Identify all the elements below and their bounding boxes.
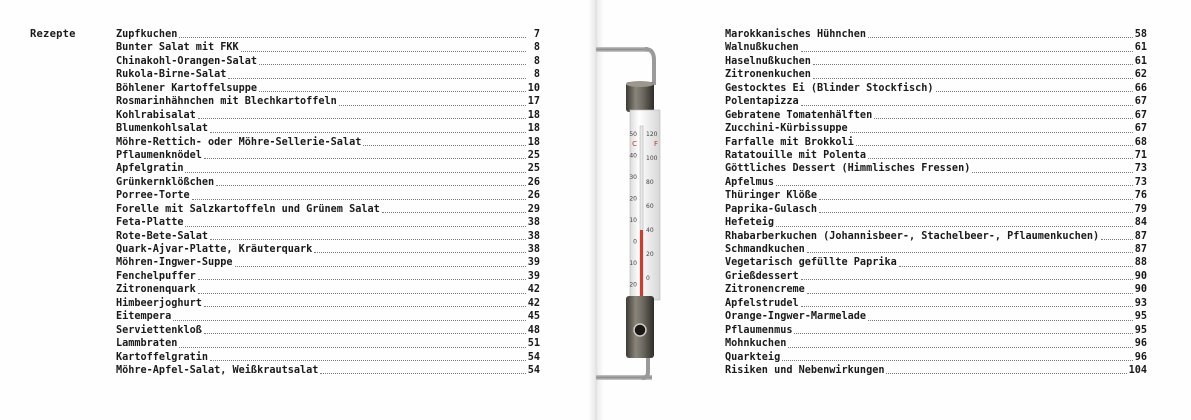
toc-entry (725, 176, 1147, 189)
toc-entry-title: Göttliches Dessert (Himmlisches Fressen) (725, 163, 971, 175)
toc-entry-title: Grießdessert (725, 270, 799, 282)
dot-leader (320, 372, 525, 374)
dot-leader (868, 36, 1133, 38)
toc-entry-page: 66 (1134, 82, 1147, 94)
scale-tick-label: 20 (629, 281, 637, 289)
dot-leader (788, 346, 1132, 348)
toc-entry-title: Gebratene Tomatenhälften (725, 109, 873, 121)
toc-entry-title: Porree-Torte (116, 190, 190, 202)
toc-entry (725, 162, 1147, 175)
scale-tick-label: 30 (629, 174, 637, 181)
dot-leader (382, 211, 526, 213)
dot-leader (819, 211, 1133, 213)
toc-entry-page: 8 (533, 55, 540, 67)
dot-leader (868, 157, 1133, 159)
toc-entry-title: Marokkanisches Hühnchen (725, 29, 867, 40)
toc-entry (725, 122, 1147, 135)
scale-tick-label: 10 (629, 217, 637, 224)
toc-entry (725, 351, 1147, 364)
toc-entry-title: Thüringer Klöße (725, 190, 818, 202)
toc-entry-title: Bunter Salat mit FKK (116, 42, 239, 54)
toc-entry (116, 256, 540, 269)
toc-entry (116, 82, 540, 95)
toc-entry-title: Ratatouille mit Polenta (725, 149, 867, 161)
toc-entry-page: 96 (1134, 351, 1147, 363)
toc-entry-title: Böhlener Kartoffelsuppe (116, 82, 258, 94)
dot-leader (813, 63, 1133, 65)
toc-entry-page: 25 (527, 149, 540, 161)
toc-entry-page: 45 (527, 311, 540, 323)
toc-entry (725, 149, 1147, 162)
thermometer-bottom-cap (626, 296, 654, 358)
dot-leader (185, 171, 525, 173)
toc-entry (116, 55, 540, 68)
toc-entry (116, 41, 540, 54)
toc-entry-page: 67 (1134, 109, 1147, 121)
toc-entry-page: 38 (527, 217, 540, 229)
toc-entry-page: 26 (527, 190, 540, 202)
dot-leader (198, 292, 526, 294)
dot-leader (782, 359, 1133, 361)
toc-entry (116, 230, 540, 243)
toc-list-left (116, 28, 540, 377)
toc-entry-page: 17 (527, 96, 540, 108)
toc-entry-title: Risiken und Nebenwirkungen (725, 364, 885, 376)
dot-leader (856, 144, 1133, 146)
toc-entry-page: 73 (1134, 176, 1147, 188)
fahrenheit-unit: F (654, 140, 659, 148)
toc-entry-title: Himbeerjoghurt (116, 297, 202, 309)
toc-entry (116, 95, 540, 108)
dot-leader (807, 292, 1133, 294)
toc-entry (725, 95, 1147, 108)
toc-entry-title: Gestocktes Ei (Blinder Stockfisch) (725, 82, 934, 94)
toc-entry-page: 73 (1134, 163, 1147, 175)
toc-entry (725, 324, 1147, 337)
toc-entry-page: 42 (527, 297, 540, 309)
toc-entry-title: Apfelmus (725, 176, 775, 188)
toc-entry-page: 96 (1134, 338, 1147, 350)
toc-entry-title: Pflaumenknödel (116, 149, 202, 161)
toc-entry-page: 58 (1134, 29, 1147, 40)
toc-entry-title: Rote-Bete-Salat (116, 230, 209, 242)
toc-entry (116, 203, 540, 216)
toc-entry-page: 95 (1134, 324, 1147, 336)
toc-entry-page: 84 (1134, 217, 1147, 229)
toc-entry-page: 39 (527, 270, 540, 282)
toc-entry-title: Paprika-Gulasch (725, 203, 818, 215)
toc-entry-title: Walnußkuchen (725, 42, 799, 54)
dot-leader (210, 359, 526, 361)
toc-entry-title: Quark-Ajvar-Platte, Kräuterquark (116, 244, 313, 255)
scale-tick-label: 50 (629, 131, 637, 138)
scale-tick-label: 40 (646, 227, 654, 234)
dot-leader (198, 117, 526, 119)
toc-entry (725, 270, 1147, 283)
toc-entry-page: 26 (527, 176, 540, 188)
toc-entry-title: Feta-Platte (116, 217, 184, 229)
toc-entry-title: Farfalle mit Brokkoli (725, 136, 854, 148)
toc-entry-title: Blumenkohlsalat (116, 123, 209, 135)
toc-entry (725, 337, 1147, 350)
toc-entry-title: Rhabarberkuchen (Johannisbeer-, Stachelbeer-, Pflaumenkuchen) (725, 230, 1100, 242)
toc-entry-page: 8 (533, 42, 540, 54)
toc-entry-title: Quarkteig (725, 351, 781, 363)
toc-entry-page: 29 (527, 203, 540, 215)
toc-entry-page: 71 (1134, 149, 1147, 161)
scale-tick-label: 100 (646, 155, 658, 162)
toc-entry-title: Apfelgratin (116, 163, 184, 175)
dot-leader (886, 372, 1126, 374)
toc-entry-page: 38 (527, 244, 540, 255)
toc-entry-title: Möhre-Apfel-Salat, Weißkrautsalat (116, 364, 319, 376)
toc-entry-title: Mohnkuchen (725, 338, 787, 350)
toc-entry (116, 28, 540, 41)
scale-tick-label: 0 (633, 238, 637, 246)
toc-entry-title: Rosmarinhähnchen mit Blechkartoffeln (116, 96, 337, 108)
thermometer-scale (630, 110, 660, 300)
dot-leader (868, 319, 1133, 321)
toc-entry-page: 18 (527, 136, 540, 148)
toc-entry-title: Möhre-Rettich- oder Möhre-Sellerie-Salat (116, 136, 362, 148)
toc-entry-page: 67 (1134, 123, 1147, 135)
toc-entry-title: Zitronenkuchen (725, 69, 811, 81)
toc-entry-page: 10 (527, 82, 540, 94)
dot-leader (1101, 238, 1133, 240)
toc-entry-page: 88 (1134, 257, 1147, 269)
toc-entry (725, 55, 1147, 68)
toc-entry (725, 109, 1147, 122)
toc-entry (116, 270, 540, 283)
toc-entry-page: 95 (1134, 311, 1147, 323)
dot-leader (314, 251, 525, 253)
toc-entry-page: 62 (1134, 69, 1147, 81)
toc-entry-title: Vegetarisch gefüllte Paprika (725, 257, 897, 269)
dot-leader (204, 332, 526, 334)
dot-leader (241, 50, 526, 52)
toc-entry (116, 122, 540, 135)
toc-entry-page: 90 (1134, 284, 1147, 296)
dot-leader (259, 63, 526, 65)
toc-entry-page: 51 (527, 338, 540, 350)
dot-leader (185, 225, 525, 227)
dot-leader (776, 184, 1133, 186)
dot-leader (339, 104, 526, 106)
toc-entry-title: Haselnußkuchen (725, 55, 811, 67)
dot-leader (259, 90, 526, 92)
toc-entry-title: Eitempera (116, 311, 172, 323)
toc-entry-page: 87 (1134, 244, 1147, 255)
toc-entry-title: Hefeteig (725, 217, 775, 229)
toc-entry-title: Polentapizza (725, 96, 799, 108)
toc-entry-title: Fenchelpuffer (116, 270, 196, 282)
toc-entry-page: 87 (1134, 230, 1147, 242)
toc-entry-page: 76 (1134, 190, 1147, 202)
toc-entry-title: Kartoffelgratin (116, 351, 209, 363)
thermometer-top-cap (626, 81, 654, 112)
toc-entry-title: Orange-Ingwer-Marmelade (725, 311, 867, 323)
scale-tick-label: 10 (629, 260, 637, 267)
toc-entry-title: Pflaumenmus (725, 324, 793, 336)
toc-entry (725, 28, 1147, 41)
thermometer-illustration (596, 0, 686, 420)
toc-entry-title: Chinakohl-Orangen-Salat (116, 55, 258, 67)
toc-entry-title: Grünkernklößchen (116, 176, 215, 188)
toc-entry-page: 104 (1128, 364, 1147, 376)
toc-entry-page: 93 (1134, 297, 1147, 309)
dot-leader (936, 90, 1133, 92)
dot-leader (204, 305, 526, 307)
toc-entry (116, 297, 540, 310)
toc-entry-page: 79 (1134, 203, 1147, 215)
toc-entry (725, 364, 1147, 377)
toc-entry (116, 351, 540, 364)
toc-entry (116, 136, 540, 149)
toc-entry-page: 61 (1134, 55, 1147, 67)
dot-leader (801, 305, 1133, 307)
toc-entry-page: 38 (527, 230, 540, 242)
scale-tick-label: 60 (646, 203, 654, 210)
toc-entry (116, 109, 540, 122)
toc-entry-page: 68 (1134, 136, 1147, 148)
scale-tick-label: 40 (629, 152, 637, 160)
dot-leader (179, 36, 526, 38)
toc-entry (116, 337, 540, 350)
dot-leader (801, 104, 1133, 106)
toc-entry (725, 203, 1147, 216)
toc-entry-title: Serviettenkloß (116, 324, 202, 336)
dot-leader (173, 319, 526, 321)
toc-entry-page: 90 (1134, 270, 1147, 282)
dot-leader (874, 117, 1133, 119)
dot-leader (801, 50, 1133, 52)
toc-entry (725, 310, 1147, 323)
toc-entry-page: 39 (527, 257, 540, 269)
dot-leader (235, 265, 526, 267)
toc-entry (116, 310, 540, 323)
toc-entry-title: Kohlrabisalat (116, 109, 196, 121)
dot-leader (216, 184, 526, 186)
toc-entry-title: Zucchini-Kürbissuppe (725, 123, 848, 135)
toc-entry-page: 18 (527, 109, 540, 121)
toc-entry (725, 243, 1147, 256)
scale-tick-label: 80 (646, 179, 654, 186)
mercury-column (640, 230, 643, 296)
scale-tick-label: 0 (646, 275, 650, 282)
toc-entry (725, 41, 1147, 54)
toc-entry-title: Möhren-Ingwer-Suppe (116, 257, 233, 269)
celsius-unit: C (632, 140, 637, 148)
toc-entry (116, 216, 540, 229)
toc-entry (116, 283, 540, 296)
toc-entry-title: Forelle mit Salzkartoffeln und Grünem Salat (116, 203, 380, 215)
toc-entry-title: Schmandkuchen (725, 244, 805, 255)
dot-leader (899, 265, 1133, 267)
toc-entry (725, 136, 1147, 149)
toc-entry (116, 364, 540, 377)
toc-entry-page: 54 (527, 364, 540, 376)
dot-leader (192, 198, 526, 200)
toc-entry-page: 18 (527, 123, 540, 135)
dot-leader (813, 77, 1133, 79)
toc-entry-title: Lammbraten (116, 338, 178, 350)
dot-leader (807, 251, 1133, 253)
dot-leader (794, 332, 1132, 334)
toc-entry (725, 230, 1147, 243)
dot-leader (210, 238, 526, 240)
toc-entry-page: 42 (527, 284, 540, 296)
toc-entry-title: Zitronenquark (116, 284, 196, 296)
toc-entry-page: 67 (1134, 96, 1147, 108)
toc-entry (725, 68, 1147, 81)
toc-entry-page: 54 (527, 351, 540, 363)
toc-entry-page: 48 (527, 324, 540, 336)
toc-entry (116, 243, 540, 256)
toc-entry (116, 162, 540, 175)
toc-entry-page: 7 (533, 29, 540, 40)
toc-entry (725, 189, 1147, 202)
toc-list-right (725, 28, 1147, 377)
dot-leader (210, 131, 526, 133)
toc-entry-page: 25 (527, 163, 540, 175)
scale-tick-label: 20 (629, 195, 637, 203)
toc-entry (116, 68, 540, 81)
toc-entry (725, 216, 1147, 229)
dot-leader (776, 225, 1133, 227)
toc-entry (725, 256, 1147, 269)
toc-entry (725, 82, 1147, 95)
toc-entry (725, 297, 1147, 310)
scale-tick-label: 20 (646, 251, 654, 258)
dot-leader (801, 278, 1133, 280)
toc-entry (116, 189, 540, 202)
dot-leader (228, 77, 526, 79)
toc-entry-page: 8 (533, 69, 540, 81)
toc-entry-title: Apfelstrudel (725, 297, 799, 309)
dot-leader (850, 131, 1133, 133)
toc-entry-title: Zupfkuchen (116, 29, 178, 40)
toc-entry (116, 149, 540, 162)
scale-tick-label: 120 (646, 131, 658, 138)
dot-leader (972, 171, 1132, 173)
toc-entry (725, 283, 1147, 296)
section-label: Rezepte (30, 28, 76, 40)
dot-leader (819, 198, 1133, 200)
toc-entry (116, 324, 540, 337)
toc-entry-page: 61 (1134, 42, 1147, 54)
toc-entry-title: Rukola-Birne-Salat (116, 69, 227, 81)
toc-entry-title: Zitronencreme (725, 284, 805, 296)
dot-leader (204, 157, 526, 159)
dot-leader (198, 278, 526, 280)
dot-leader (363, 144, 525, 146)
toc-entry (116, 176, 540, 189)
dot-leader (179, 346, 525, 348)
